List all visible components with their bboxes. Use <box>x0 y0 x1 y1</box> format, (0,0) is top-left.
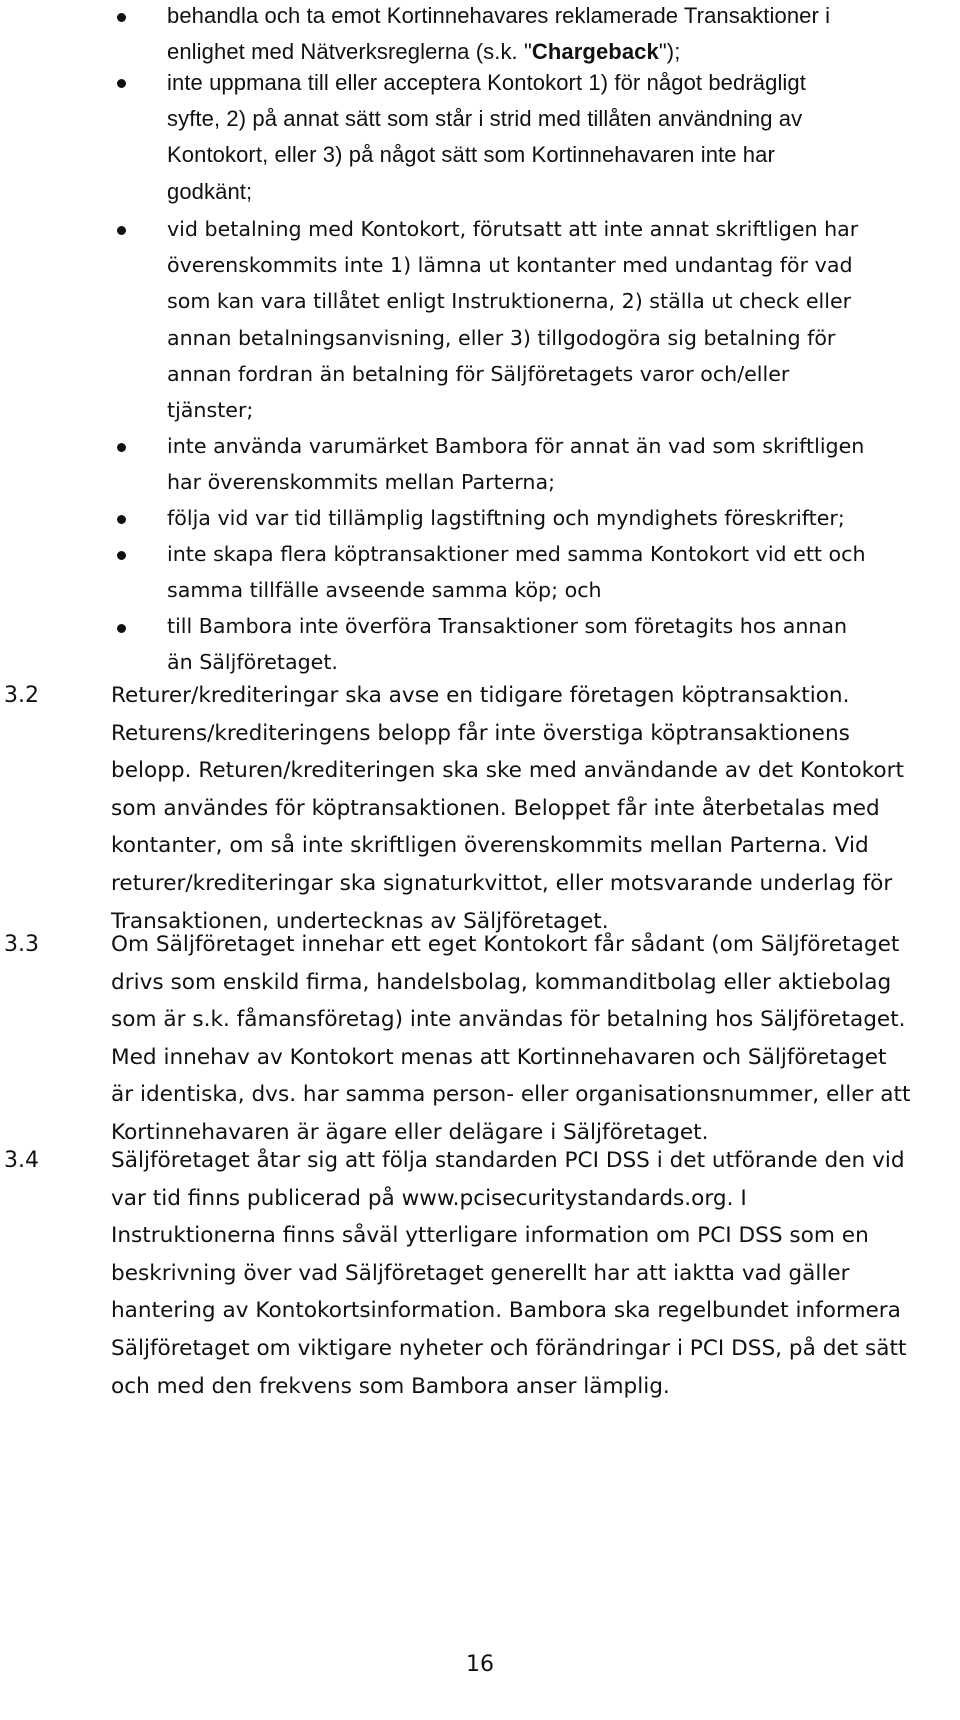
text-line: Säljföretaget åtar sig att följa standarden PCI DSS i det utförande den vid <box>111 1148 905 1173</box>
bullet-dot <box>117 13 126 22</box>
text-line: godkänt; <box>167 178 253 204</box>
bullet-text <box>167 0 937 70</box>
bullet-dot <box>117 226 126 235</box>
text-line: Returens/krediteringens belopp får inte överstiga köptransaktionens <box>111 720 850 746</box>
text-line: är identiska, dvs. har samma person- eller organisationsnummer, eller att <box>111 1082 911 1108</box>
section-text <box>111 677 951 940</box>
bullet-text <box>167 536 937 608</box>
text-fragment: "); <box>658 39 681 65</box>
text-line: följa vid var tid tillämplig lagstiftning och myndighets föreskrifter; <box>167 506 845 530</box>
text-line: Instruktionerna finns såväl ytterligare information om PCI DSS som en <box>111 1223 869 1249</box>
bullet-dot <box>117 515 126 524</box>
section-text <box>111 1142 951 1405</box>
text-line: överenskommits inte 1) lämna ut kontanter med undantag för vad <box>167 253 853 278</box>
bullet-dot <box>117 551 126 560</box>
text-line: syfte, 2) på annat sätt som står i strid med tillåten användning av <box>167 106 803 132</box>
text-line: behandla och ta emot Kortinnehavares reklamerade Transaktioner i <box>167 3 831 28</box>
text-line: Kortinnehavaren är ägare eller delägare i Säljföretaget. <box>111 1119 709 1145</box>
page-number: 16 <box>466 1652 494 1677</box>
text-line: har överenskommits mellan Parterna; <box>167 470 556 495</box>
chargeback-term: Chargeback <box>531 39 659 65</box>
text-line: returer/krediteringar ska signaturkvittot, eller motsvarande underlag för <box>111 870 893 896</box>
text-line: än Säljföretaget. <box>167 650 338 675</box>
bullet-text <box>167 65 937 210</box>
text-line: Transaktionen, undertecknas av Säljföretaget. <box>111 908 609 934</box>
text-line: Kontokort, eller 3) på något sätt som Kortinnehavaren inte har <box>167 142 775 168</box>
text-line: belopp. Returen/krediteringen ska ske med användande av det Kontokort <box>111 758 904 784</box>
section-number: 3.2 <box>4 683 39 708</box>
bullet-dot <box>117 443 126 452</box>
text-line: samma tillfälle avseende samma köp; och <box>167 578 602 603</box>
text-line: beskrivning över vad Säljföretaget generellt har att iaktta vad gäller <box>111 1260 850 1286</box>
text-line: var tid finns publicerad på www.pcisecuritystandards.org. I <box>111 1185 747 1211</box>
text-line: hantering av Kontokortsinformation. Bambora ska regelbundet informera <box>111 1298 901 1324</box>
text-line: Returer/krediteringar ska avse en tidigare företagen köptransaktion. <box>111 683 850 708</box>
text-line: annan betalningsanvisning, eller 3) tillgodogöra sig betalning för <box>167 325 836 350</box>
text-line: till Bambora inte överföra Transaktioner som företagits hos annan <box>167 614 848 638</box>
text-line: inte använda varumärket Bambora för annat än vad som skriftligen <box>167 434 865 458</box>
text-line: vid betalning med Kontokort, förutsatt att inte annat skriftligen har <box>167 217 859 241</box>
text-line: Om Säljföretaget innehar ett eget Kontokort får sådant (om Säljföretaget <box>111 932 900 957</box>
text-line: kontanter, om så inte skriftligen överenskommits mellan Parterna. Vid <box>111 833 869 859</box>
text-line: som är s.k. fåmansföretag) inte användas för betalning hos Säljföretaget. <box>111 1007 906 1033</box>
section-number: 3.4 <box>4 1148 39 1173</box>
bullet-dot <box>117 624 126 633</box>
text-line: drivs som enskild firma, handelsbolag, kommanditbolag eller aktiebolag <box>111 969 892 995</box>
section-text <box>111 926 951 1152</box>
bullet-text <box>167 428 937 500</box>
text-line: som användes för köptransaktionen. Beloppet får inte återbetalas med <box>111 795 880 821</box>
text-fragment: enlighet med Nätverksreglerna (s.k. <box>167 39 524 65</box>
text-line: och med den frekvens som Bambora anser lämplig. <box>111 1373 670 1399</box>
text-line: som kan vara tillåtet enligt Instruktionerna, 2) ställa ut check eller <box>167 289 852 314</box>
bullet-dot <box>117 79 126 88</box>
text-line: inte uppmana till eller acceptera Kontokort 1) för något bedrägligt <box>167 70 806 95</box>
text-line: Säljföretaget om viktigare nyheter och förändringar i PCI DSS, på det sätt <box>111 1335 907 1361</box>
section-number: 3.3 <box>4 932 39 957</box>
text-line: inte skapa flera köptransaktioner med samma Kontokort vid ett och <box>167 542 866 566</box>
open-quote: " <box>523 39 532 65</box>
text-line: annan fordran än betalning för Säljföretagets varor och/eller <box>167 361 790 386</box>
text-line: Med innehav av Kontokort menas att Kortinnehavaren och Säljföretaget <box>111 1044 887 1070</box>
bullet-text <box>167 211 937 428</box>
text-line: tjänster; <box>167 398 254 423</box>
bullet-text <box>167 500 937 536</box>
bullet-text <box>167 608 937 680</box>
